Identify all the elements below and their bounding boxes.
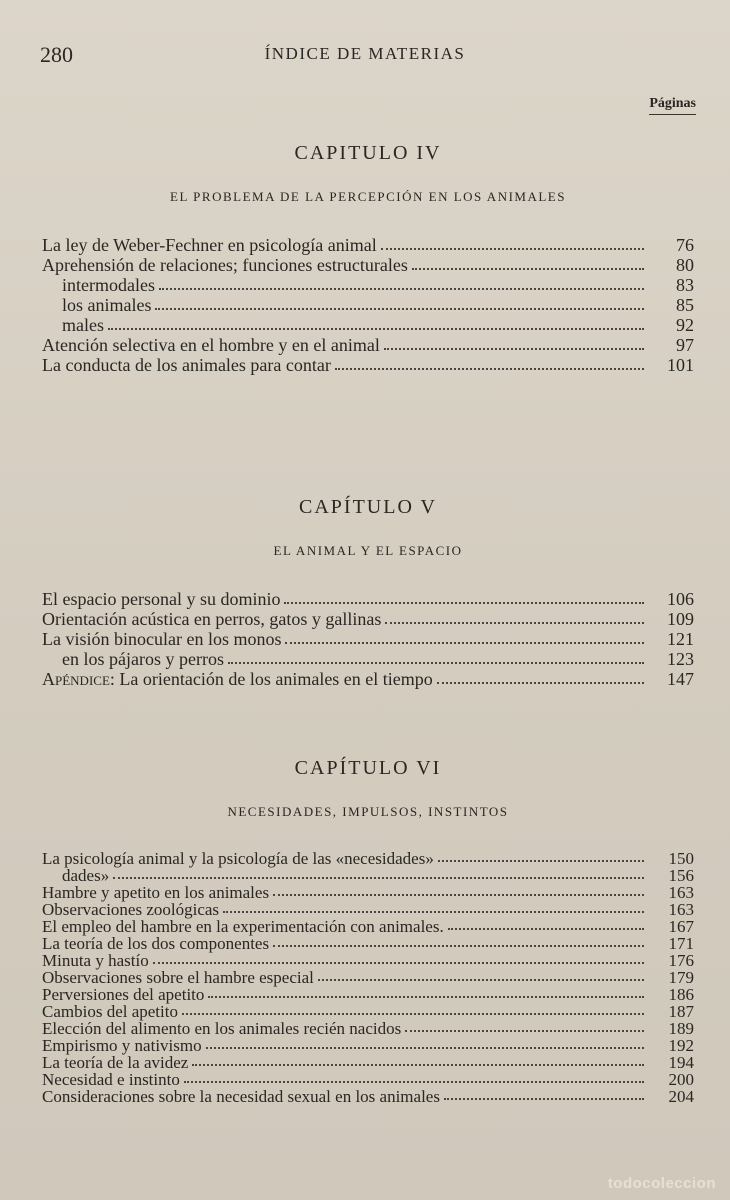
toc-entry [42,589,694,609]
toc-entry-text: La visión binocular en los monos [42,629,282,649]
toc-entry-text: El espacio personal y su dominio [42,589,281,609]
chapter-title: CAPÍTULO V [299,496,437,518]
toc-entry-text: La conducta de los animales para contar [42,355,331,375]
toc-entry-text: Necesidad e instinto [42,1070,180,1089]
chapter-title: CAPITULO IV [294,142,442,164]
dot-leader [385,609,644,624]
dot-leader [155,295,644,310]
chapter-entries [42,589,694,689]
toc-entry [42,315,694,335]
toc-page-number: 97 [676,335,694,355]
dot-leader [381,235,644,250]
dot-leader [285,629,644,644]
chapter-subtitle: NECESIDADES, IMPULSOS, INSTINTOS [227,804,509,819]
dot-leader [192,1054,644,1066]
chapter-entries [42,235,694,375]
toc-entry-text: dades» [62,866,110,885]
toc-entry-text: Consideraciones sobre la necesidad sexual en los animales [42,1087,440,1106]
dot-leader [284,589,644,604]
toc-entry [42,901,694,918]
toc-entry-text: Perversiones del apetito [42,985,205,1004]
paginas-column-label: Páginas [649,96,696,115]
watermark: todocoleccion [607,1175,716,1192]
toc-page-number: 186 [668,985,694,1004]
toc-entry-text: La teoría de los dos componentes [42,934,270,953]
toc-page-number: 101 [667,355,694,375]
toc-entry-text: Minuta y hastío [42,951,149,970]
toc-entry-text: Cambios del apetito [42,1002,178,1021]
toc-entry-text: El empleo del hambre en la experimentación con animales. [42,917,444,936]
toc-entry-text: en los pájaros y perros [62,649,224,669]
running-title: ÍNDICE DE MATERIAS [264,44,466,63]
chapter-subtitle: EL PROBLEMA DE LA PERCEPCIÓN EN LOS ANIMALES [170,189,566,204]
toc-entry [42,1020,694,1037]
toc-entry [42,355,694,375]
toc-entry [42,609,694,629]
dot-leader [273,884,644,896]
toc-page-number: 109 [667,609,694,629]
toc-entry-text: La psicología animal y la psicología de las «necesidades» [42,849,434,868]
toc-entry-text: Hambre y apetito en los animales [42,883,270,902]
toc-page-number: 76 [676,235,694,255]
toc-page-number: 192 [668,1036,694,1055]
toc-entry [42,918,694,935]
dot-leader [335,355,644,370]
toc-entry [42,1071,694,1088]
toc-entry [42,629,694,649]
dot-leader [273,935,644,947]
toc-page-number: 83 [676,275,694,295]
toc-page-number: 194 [668,1053,694,1072]
toc-entry [42,275,694,295]
dot-leader [184,1071,644,1083]
toc-entry-text: Atención selectiva en el hombre y en el animal [42,335,380,355]
toc-page-number: 85 [676,295,694,315]
toc-entry [42,935,694,952]
chapter-entries [42,850,694,1105]
toc-page-number: 106 [667,589,694,609]
toc-entry [42,1088,694,1105]
toc-entry-text: males [62,315,104,335]
dot-leader [448,918,644,930]
toc-page-number: 92 [676,315,694,335]
dot-leader [182,1003,644,1015]
dot-leader [405,1020,644,1032]
toc-entry [42,850,694,867]
dot-leader [318,969,644,981]
dot-leader [153,952,644,964]
toc-entry [42,1054,694,1071]
toc-entry [42,669,694,689]
dot-leader [208,986,644,998]
toc-page-number: 176 [668,951,694,970]
page-number: 280 [40,42,73,67]
toc-entry [42,255,694,275]
dot-leader [228,649,644,664]
toc-page-number: 189 [668,1019,694,1038]
dot-leader [206,1037,644,1049]
dot-leader [384,335,644,350]
chapter-title: CAPÍTULO VI [294,757,442,779]
toc-entry [42,1003,694,1020]
toc-page-number: 171 [668,934,694,953]
toc-page-number: 147 [667,669,694,689]
toc-page-number: 80 [676,255,694,275]
chapter-v-section [42,496,694,689]
toc-entry [42,335,694,355]
toc-entry [42,1037,694,1054]
toc-page-number: 121 [667,629,694,649]
toc-entry-text: los animales [62,295,152,315]
chapter-vi-section [42,757,694,1105]
toc-entry-text: Aprehensión de relaciones; funciones estructurales [42,255,408,275]
chapter-subtitle: EL ANIMAL Y EL ESPACIO [273,543,463,558]
dot-leader [159,275,644,290]
dot-leader [437,669,644,684]
toc-entry [42,295,694,315]
toc-entry [42,952,694,969]
toc-entry-text: Orientación acústica en perros, gatos y gallinas [42,609,382,629]
dot-leader [444,1088,644,1100]
toc-entry [42,649,694,669]
toc-entry [42,884,694,901]
toc-entry [42,986,694,1003]
toc-entry-text: Apéndice: La orientación de los animales en el tiempo [42,669,433,689]
dot-leader [412,255,644,270]
toc-page-number: 163 [668,883,694,902]
dot-leader [438,850,644,862]
toc-entry-text: La teoría de la avidez [42,1053,189,1072]
running-head [40,42,690,72]
dot-leader [223,901,644,913]
toc-entry-text: Elección del alimento en los animales recién nacidos [42,1019,402,1038]
dot-leader [113,867,644,879]
toc-entry-text: Observaciones sobre el hambre especial [42,968,314,987]
toc-entry [42,969,694,986]
toc-page-number: 179 [668,968,694,987]
toc-entry-text: La ley de Weber-Fechner en psicología animal [42,235,377,255]
dot-leader [108,315,644,330]
toc-entry-text: Empirismo y nativismo [42,1036,202,1055]
toc-page-number: 163 [668,900,694,919]
toc-page-number: 187 [668,1002,694,1021]
toc-page-number: 167 [668,917,694,936]
toc-page-number: 123 [667,649,694,669]
chapter-iv-section [42,142,694,375]
toc-entry [42,235,694,255]
toc-page-number: 200 [668,1070,694,1089]
toc-page-number: 150 [668,849,694,868]
toc-page-number: 204 [668,1087,694,1106]
toc-page-number: 156 [668,866,694,885]
toc-entry [42,867,694,884]
toc-entry-text: Observaciones zoológicas [42,900,220,919]
toc-entry-text: intermodales [62,275,155,295]
